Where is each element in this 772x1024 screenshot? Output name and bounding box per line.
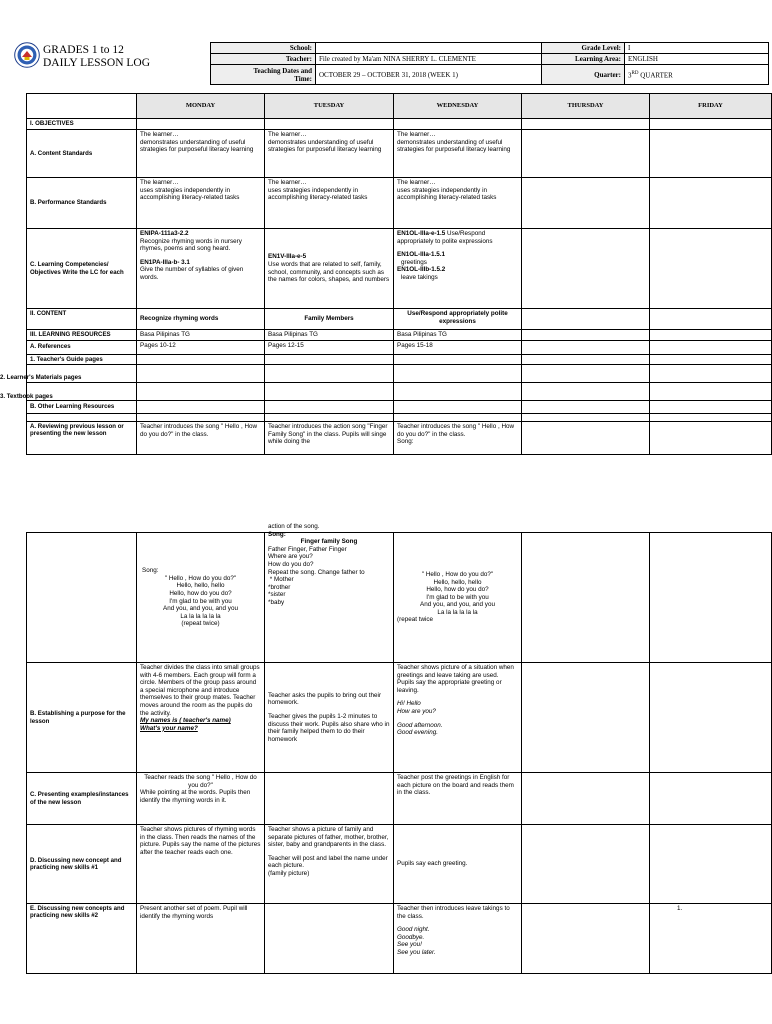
- teacher-value: File created by Ma'am NINA SHERRY L. CLEMENTE: [316, 54, 542, 65]
- mon-performance-standard: The learner… uses strategies independently in accomplishing literacy-related tasks: [137, 178, 265, 229]
- day-monday: MONDAY: [137, 94, 265, 119]
- grade-level-label: Grade Level:: [542, 43, 625, 54]
- fri-discussing-2: 1.: [650, 904, 772, 974]
- day-friday: FRIDAY: [650, 94, 772, 119]
- day-wednesday: WEDNESDAY: [394, 94, 522, 119]
- wed-discussing-2: Teacher then introduces leave takings to the class. Good night. Goodbye. See you! See you later.: [394, 904, 522, 974]
- teaching-dates-value: OCTOBER 29 – OCTOBER 31, 2018 (WEEK 1): [316, 65, 542, 85]
- day-tuesday: TUESDAY: [265, 94, 394, 119]
- tue-purpose: Teacher asks the pupils to bring out their homework. Teacher gives the pupils 1-2 minutes to discuss their work. Pupils also share who in their family helped them to do their homework: [265, 663, 394, 773]
- wed-reference: Pages 15-18: [394, 340, 522, 354]
- tue-review: Teacher introduces the action song "Finger Family Song" in the class. Pupils will singe while doing the: [265, 422, 394, 455]
- teaching-dates-label: [211, 65, 316, 85]
- mon-presenting: Teacher reads the song " Hello , How do you do?" While pointing at the words. Pupils then identify the rhyming words in it.: [137, 773, 265, 825]
- wed-presenting: Teacher post the greetings in English for each picture on the board and reads them in the class.: [394, 773, 522, 825]
- wed-resource: Basa Pilipinas TG: [394, 330, 522, 341]
- mon-reference: Pages 10-12: [137, 340, 265, 354]
- school-label: School:: [211, 43, 316, 54]
- mon-content: Recognize rhyming words: [137, 309, 265, 330]
- corner-cell: [27, 94, 137, 119]
- discussing-1-label: D. Discussing new concept and practicing new skills #1: [27, 825, 137, 904]
- tue-performance-standard: The learner… uses strategies independently in accomplishing literacy-related tasks: [265, 178, 394, 229]
- day-thursday: THURSDAY: [522, 94, 650, 119]
- objectives-heading: I. OBJECTIVES: [27, 119, 137, 130]
- wed-review: Teacher introduces the song " Hello , How do you do?" in the class. Song:: [394, 422, 522, 455]
- tue-discussing-1: Teacher shows a picture of family and separate pictures of father, mother, brother, sister, baby and grandparents in the class. Teacher will post and label the name under each picture. (family picture): [265, 825, 394, 904]
- wed-content-standard: The learner… demonstrates understanding of useful strategies for purposeful literacy learning: [394, 130, 522, 178]
- content-standards-label: A. Content Standards: [27, 130, 137, 178]
- learning-area-label: Learning Area:: [542, 54, 625, 65]
- tue-song: action of the song. Song: Finger family Song Father Finger, Father Finger Where are you? How do you do? Repeat the song. Change father to * Mother *brother *sister *baby: [265, 533, 394, 663]
- tue-resource: Basa Pilipinas TG: [265, 330, 394, 341]
- performance-standards-label: B. Performance Standards: [27, 178, 137, 229]
- wed-content: Use/Respond appropriately polite expressions: [394, 309, 522, 330]
- learners-materials-label: 2. Learner's Materials pages: [0, 374, 82, 381]
- mon-review: Teacher introduces the song " Hello , How do you do?" in the class.: [137, 422, 265, 455]
- mon-purpose: Teacher divides the class into small groups with 4-6 members. Each group will form a circle. Members of the group pass around a special microphone and introduce themselves to their group mates. Teacher moves around the room as the pupils do the activity. My names is ( teacher's name) What's your name?: [137, 663, 265, 773]
- quarter-value: 3RD QUARTER: [625, 65, 769, 85]
- mon-content-standard: The learner… demonstrates understanding of useful strategies for purposeful literacy learning: [137, 130, 265, 178]
- references-label: A. References: [27, 340, 137, 354]
- presenting-examples-label: C. Presenting examples/instances of the new lesson: [27, 773, 137, 825]
- content-heading: II. CONTENT: [27, 309, 137, 330]
- mon-discussing-1: Teacher shows pictures of rhyming words in the class. Then reads the names of the picture. Pupils say the name of the pictures after the teacher reads each one.: [137, 825, 265, 904]
- wed-purpose: Teacher shows picture of a situation when greetings and leave taking are used. Pupils say the appropriate greeting or leaving. Hi! Hello How are you? Good afternoon. Good evening.: [394, 663, 522, 773]
- teaching-dates-label-2: Time:: [294, 74, 312, 83]
- wed-competency: EN1OL-IIIa-e-1.5 Use/Respond appropriately to polite expressions EN1OL-IIIa-1.5.1 greetings EN1OL-IIIb-1.5.2 leave takings: [394, 229, 522, 309]
- wed-discussing-1: Pupils say each greeting.: [394, 825, 522, 904]
- learning-area-value: ENGLISH: [625, 54, 769, 65]
- quarter-label: Quarter:: [542, 65, 625, 85]
- competencies-label: C. Learning Competencies/ Objectives Write the LC for each: [27, 229, 137, 309]
- teachers-guide-label: 1. Teacher's Guide pages: [27, 354, 137, 364]
- teaching-dates-label-1: Teaching Dates and: [253, 66, 312, 75]
- wed-performance-standard: The learner… uses strategies independently in accomplishing literacy-related tasks: [394, 178, 522, 229]
- reviewing-label: A. Reviewing previous lesson or presenting the new lesson: [27, 422, 137, 455]
- discussing-2-label: E. Discussing new concepts and practicing new skills #2: [27, 904, 137, 974]
- lesson-log-table-page-2: [26, 523, 772, 974]
- teacher-label: Teacher:: [211, 54, 316, 65]
- tue-competency: EN1V-IIIa-e-5 Use words that are related to self, family, school, community, and concepts such as the names for colors, shapes, and numbers: [265, 229, 394, 309]
- tue-content: Family Members: [265, 309, 394, 330]
- learning-resources-heading: III. LEARNING RESOURCES: [27, 330, 137, 341]
- song-row-label: [27, 533, 137, 663]
- mon-competency: ENIPA-111a3-2.2 Recognize rhyming words in nursery rhymes, poems and song heard. EN1PA-IIIa-b- 3.1 Give the number of syllables of given words.: [137, 229, 265, 309]
- grade-level-value: I: [625, 43, 769, 54]
- mon-discussing-2: Present another set of poem. Pupil will identify the rhyming words: [137, 904, 265, 974]
- school-value: [316, 43, 542, 54]
- tue-reference: Pages 12-15: [265, 340, 394, 354]
- document-title: [43, 44, 150, 70]
- mon-song: Song: " Hello , How do you do?" Hello, hello, hello Hello, how do you do? I'm glad to be with you And you, and you, and you La la la la la la (repeat twice): [137, 533, 265, 663]
- wed-song: " Hello , How do you do?" Hello, hello, hello Hello, how do you do? I'm glad to be with you And you, and you, and you La la la la la la (repeat twice: [394, 533, 522, 663]
- deped-seal-logo: [14, 42, 40, 68]
- lesson-log-table-page-1: [26, 93, 772, 455]
- textbook-label: 3. Textbook pages: [0, 393, 53, 400]
- mon-resource: Basa Pilipinas TG: [137, 330, 265, 341]
- header-info-table: [210, 42, 769, 85]
- tue-content-standard: The learner… demonstrates understanding of useful strategies for purposeful literacy learning: [265, 130, 394, 178]
- title-line-2: DAILY LESSON LOG: [43, 57, 151, 69]
- title-line-1: GRADES 1 to 12: [43, 44, 124, 56]
- establishing-purpose-label: B. Establishing a purpose for the lesson: [27, 663, 137, 773]
- other-resources-label: B. Other Learning Resources: [27, 401, 137, 414]
